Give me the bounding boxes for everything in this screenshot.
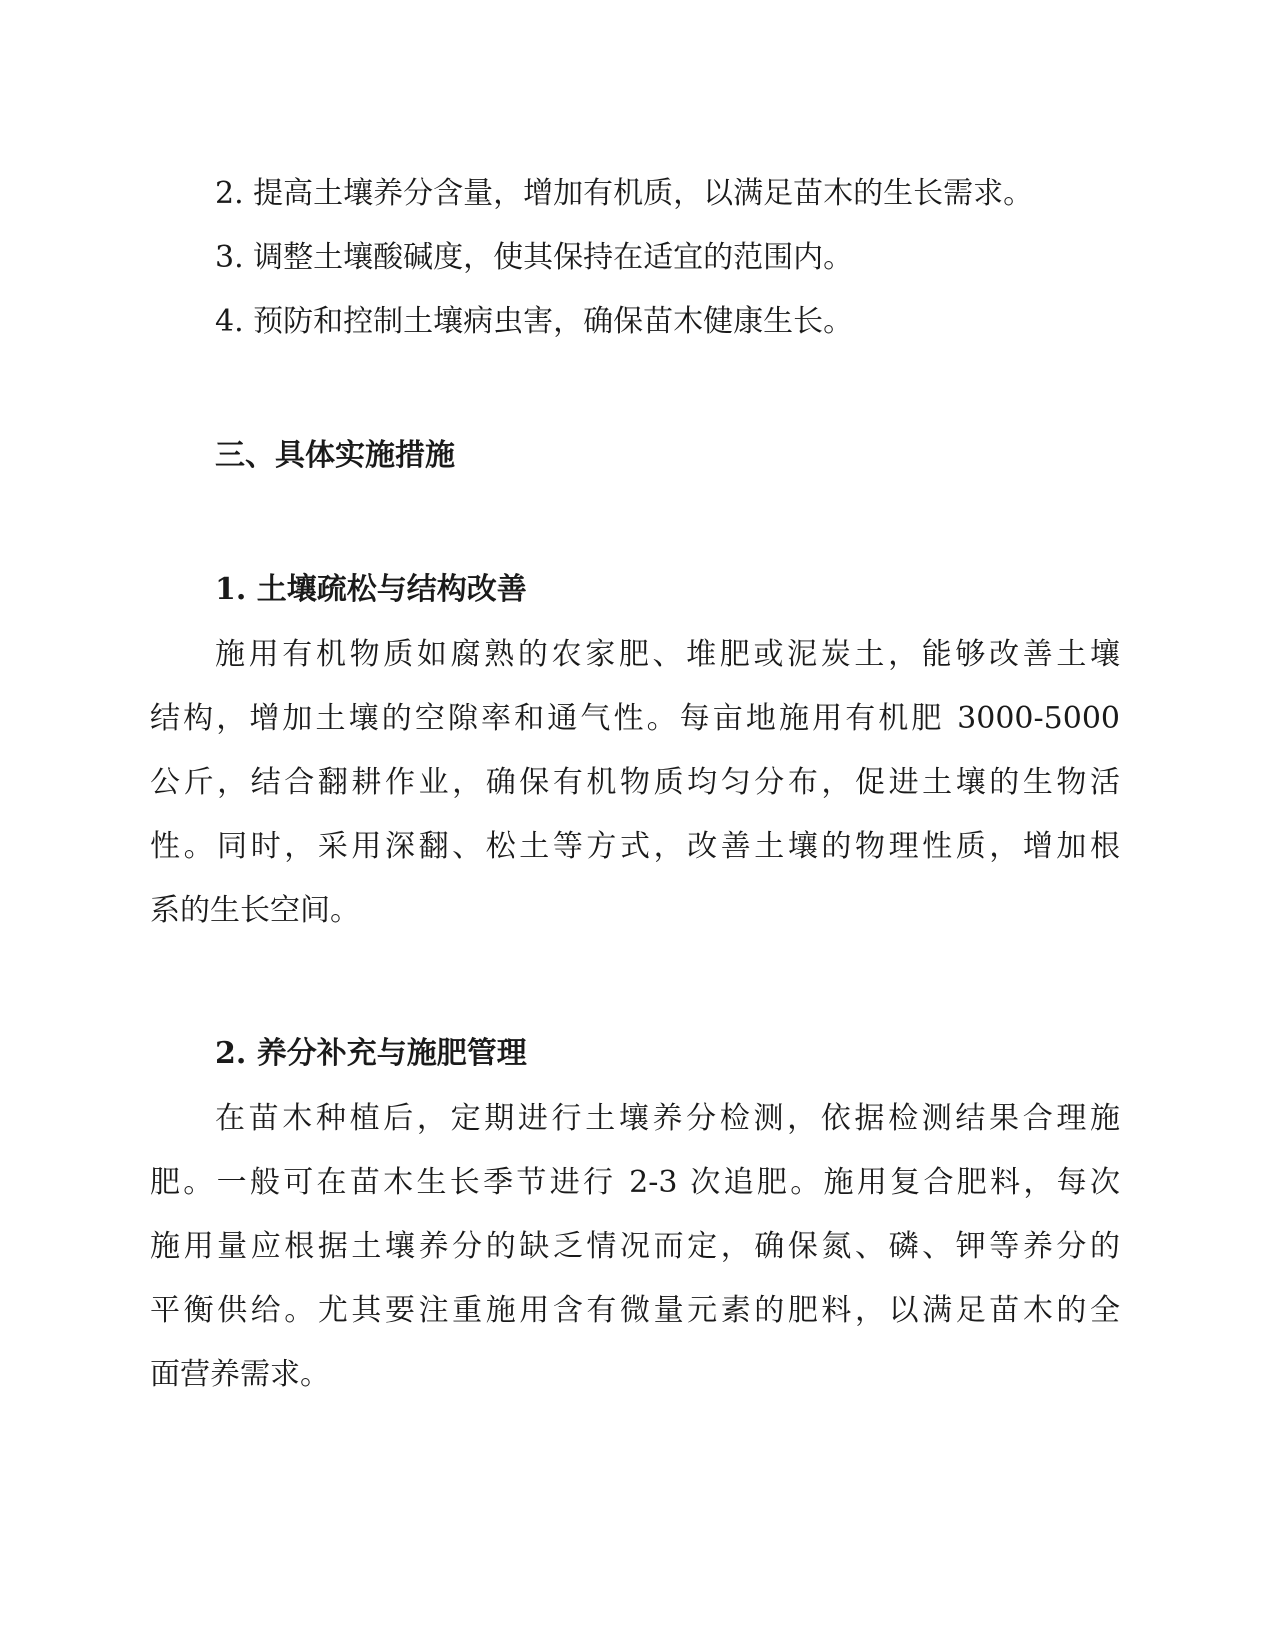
paragraph-line: 肥。一般可在苗木生长季节进行 2-3 次追肥。施用复合肥料，每次 bbox=[150, 1165, 1120, 1200]
paragraph-line: 性。同时，采用深翻、松土等方式，改善土壤的物理性质，增加根 bbox=[150, 829, 1120, 864]
goal-item-2: 2. 提高土壤养分含量，增加有机质，以满足苗木的生长需求。 bbox=[215, 176, 1034, 211]
paragraph-line: 施用量应根据土壤养分的缺乏情况而定，确保氮、磷、钾等养分的 bbox=[150, 1229, 1120, 1264]
goal-list bbox=[215, 162, 1145, 354]
subsection-heading-soil-structure: 1. 土壤疏松与结构改善 bbox=[215, 572, 527, 607]
paragraph-line: 在苗木种植后，定期进行土壤养分检测，依据检测结果合理施 bbox=[215, 1101, 1120, 1136]
paragraph-line: 面营养需求。 bbox=[150, 1357, 330, 1392]
paragraph-fertilization bbox=[150, 1087, 1120, 1407]
paragraph-line: 公斤，结合翻耕作业，确保有机物质均匀分布，促进土壤的生物活 bbox=[150, 765, 1120, 800]
subsection-heading-fertilization: 2. 养分补充与施肥管理 bbox=[215, 1036, 527, 1071]
paragraph-line: 施用有机物质如腐熟的农家肥、堆肥或泥炭土，能够改善土壤 bbox=[215, 637, 1120, 672]
paragraph-soil-structure bbox=[150, 623, 1120, 943]
paragraph-line: 结构，增加土壤的空隙率和通气性。每亩地施用有机肥 3000-5000 bbox=[150, 701, 1120, 736]
section-heading: 三、具体实施措施 bbox=[215, 438, 455, 473]
goal-item-3: 3. 调整土壤酸碱度，使其保持在适宜的范围内。 bbox=[215, 240, 854, 275]
paragraph-line: 平衡供给。尤其要注重施用含有微量元素的肥料，以满足苗木的全 bbox=[150, 1293, 1120, 1328]
goal-item-4: 4. 预防和控制土壤病虫害，确保苗木健康生长。 bbox=[215, 304, 854, 339]
paragraph-line: 系的生长空间。 bbox=[150, 893, 360, 928]
